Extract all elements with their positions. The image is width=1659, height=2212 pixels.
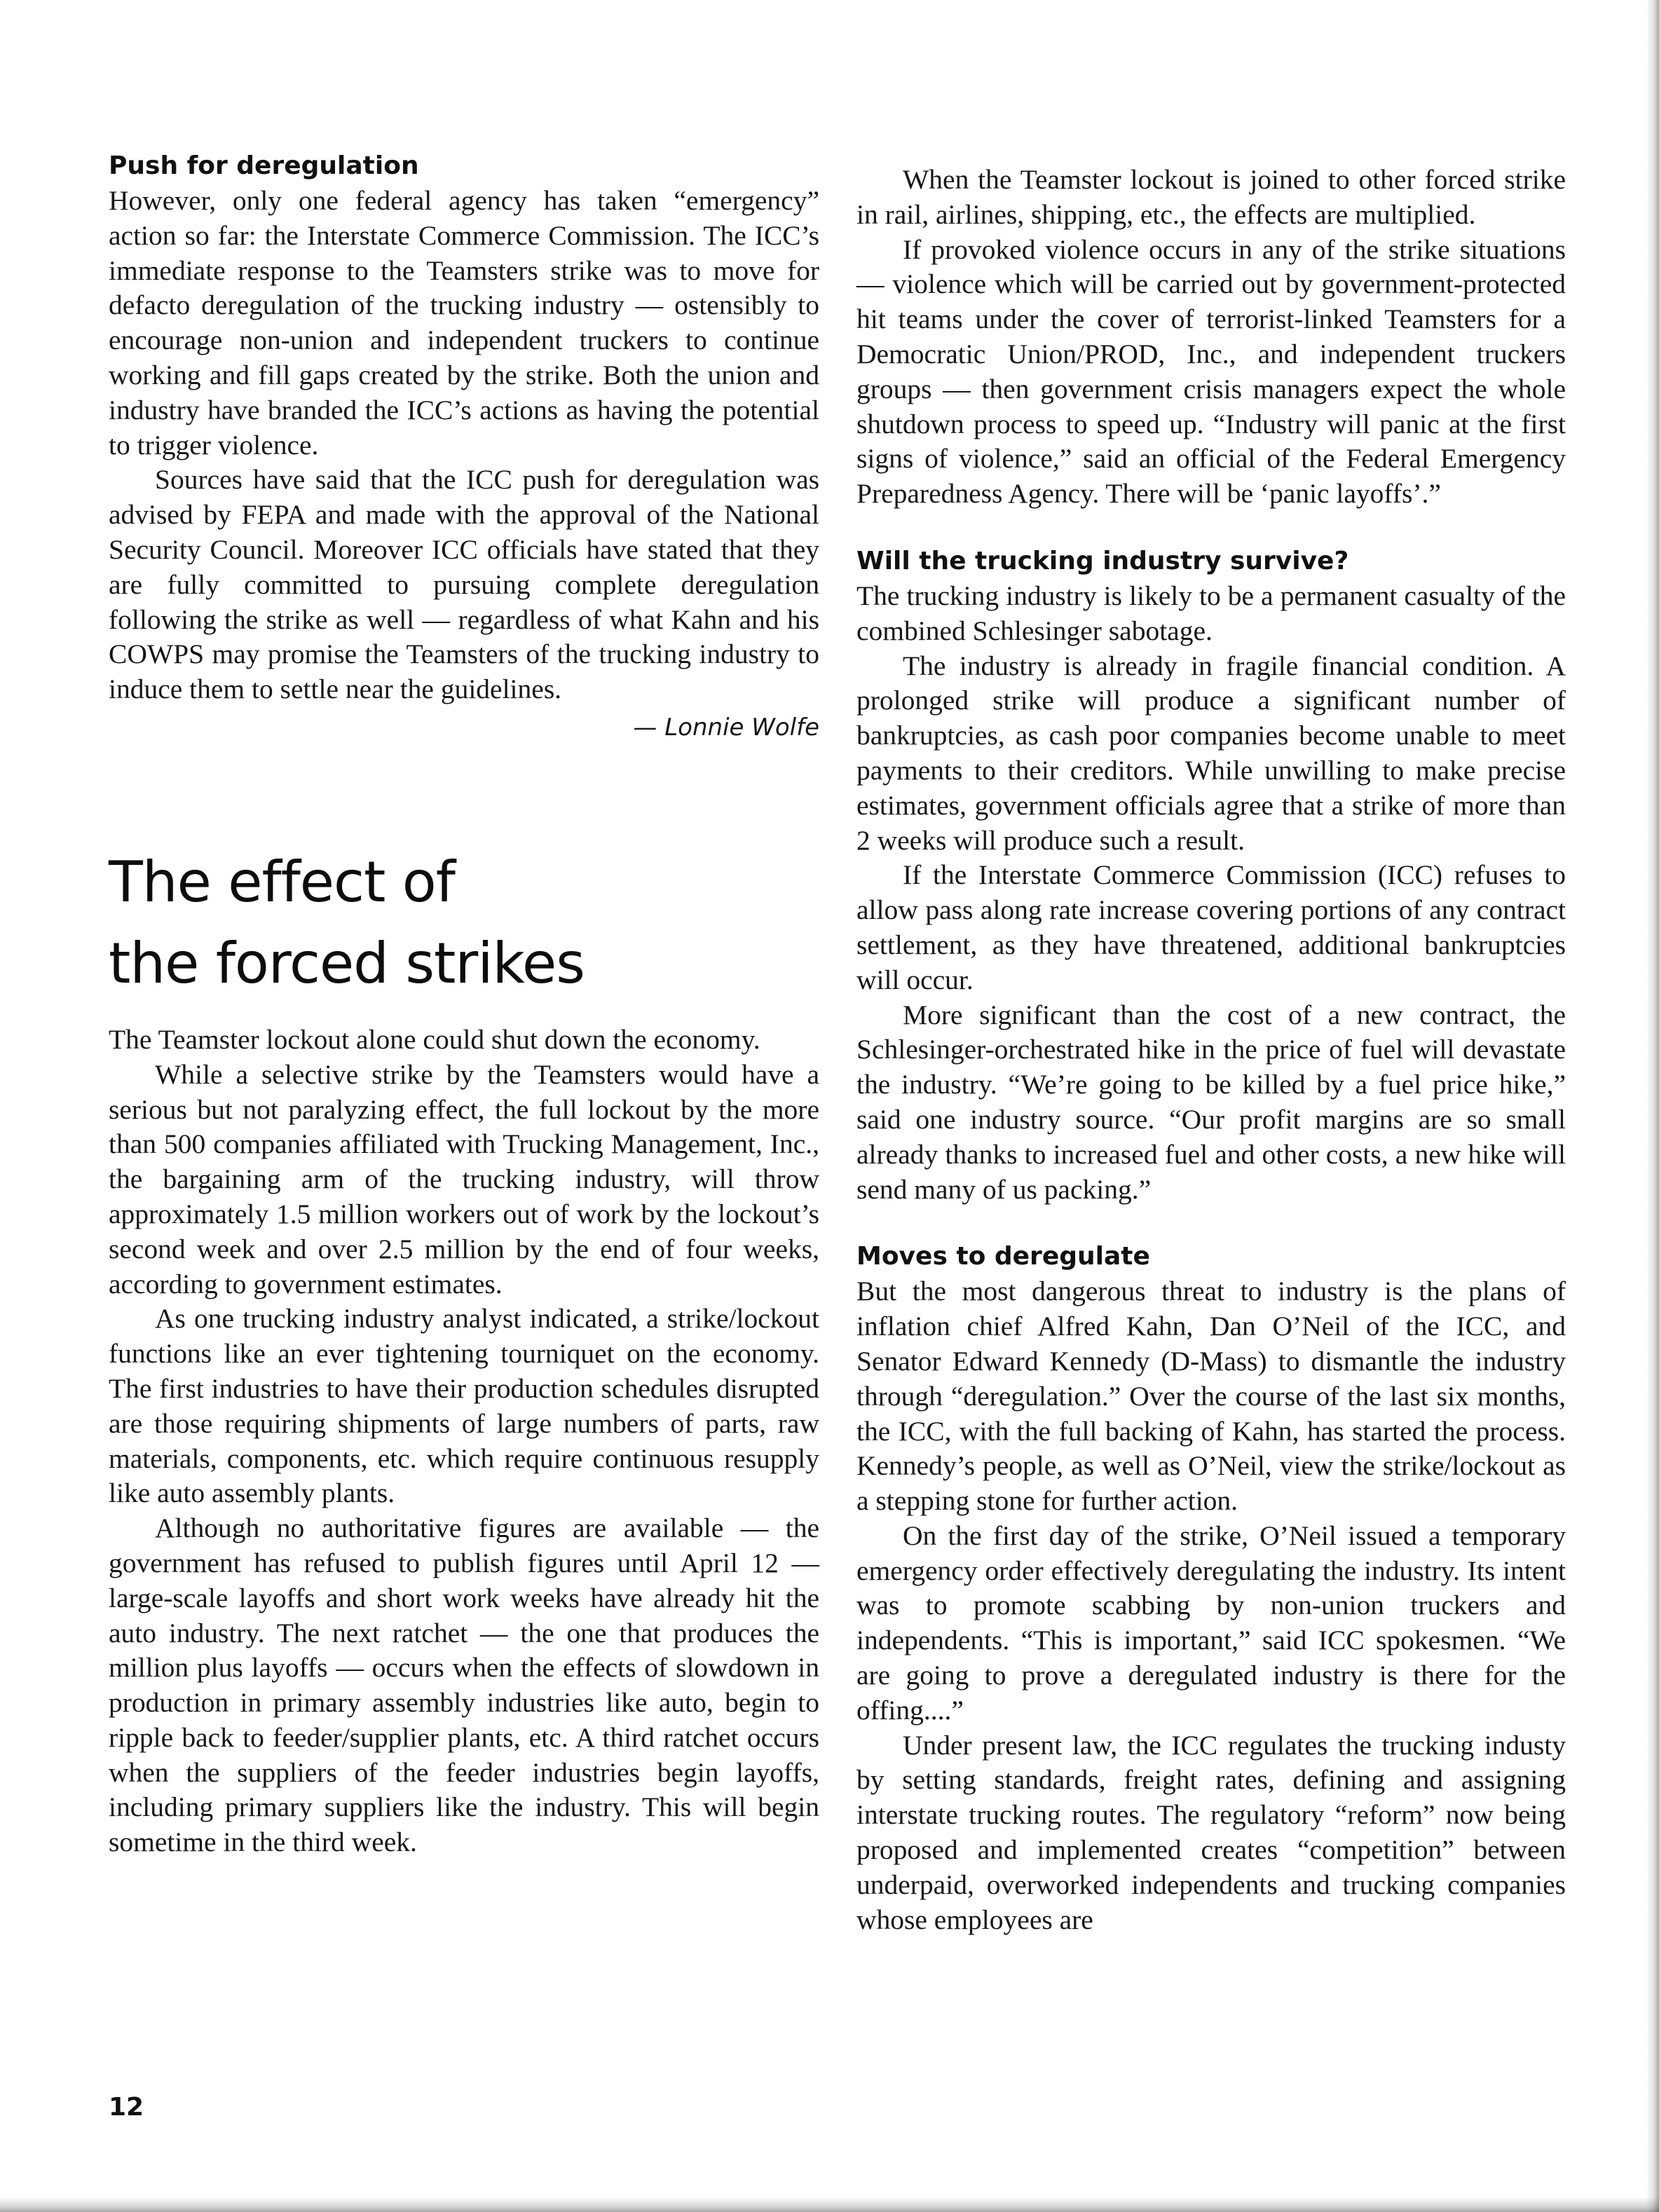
right-column — [856, 0, 1566, 1937]
paragraph: Although no authoritative figures are available — the government has refused to publish figures until April 12 — large-scale layoffs and short work weeks have already hit the auto industry. The next ratchet — the one that produces the million plus layoffs — occurs when the effects of slowdown in production in primary assembly industries like auto, begin to ripple back to feeder/supplier plants, etc. A third ratchet occurs when the suppliers of the feeder industries begin layoffs, including primary suppliers like the industry. This will begin sometime in the third week. — [109, 1513, 819, 1858]
paragraph: On the first day of the strike, O’Neil issued a temporary emergency order effectively deregulating the industry. Its intent was to promote scabbing by non-union truckers and independents. “This is important,” said ICC spokesmen. “We are going to prove a deregulated industry is there for the offing....” — [856, 1520, 1566, 1726]
paragraph: The trucking industry is likely to be a permanent casualty of the combined Schlesinger sabotage. — [856, 580, 1566, 646]
paragraph: The industry is already in fragile financial condition. A prolonged strike will produce a significant number of bankruptcies, as cash poor companies become unable to meet payments to their creditors. While unwilling to make precise estimates, government officials agree that a strike of more than 2 weeks will produce such a result. — [856, 650, 1566, 856]
paragraph: As one trucking industry analyst indicated, a strike/lockout functions like an ever tightening tourniquet on the economy. The first industries to have their production schedules disrupted are those requiring shipments of large numbers of parts, raw materials, components, etc. which require continuous resupply like auto assembly plants. — [109, 1303, 819, 1509]
paragraph: The Teamster lockout alone could shut down the economy. — [109, 1023, 760, 1055]
paragraph: While a selective strike by the Teamsters would have a serious but not paralyzing effect, the full lockout by the more than 500 companies affiliated with Trucking Management, Inc., the bargaining arm of the trucking industry, will throw approximately 1.5 million workers out of work by the lockout’s second week and over 2.5 million by the end of four weeks, according to government estimates. — [109, 1058, 819, 1299]
paragraph: Sources have said that the ICC push for deregulation was advised by FEPA and made with the approval of the National Security Council. Moreover ICC officials have stated that they are fully committed to pursuing complete deregulation following the strike as well — regardless of what Kahn and his COWPS may promise the Teamsters of the trucking industry to induce them to settle near the guidelines. — [109, 464, 819, 705]
section-heading-moves-to-deregulate: Moves to deregulate — [856, 1242, 1150, 1271]
paragraph: More significant than the cost of a new contract, the Schlesinger-orchestrated hike in the price of fuel will devastate the industry. “We’re going to be killed by a fuel price hike,” said one industry source. “Our profit margins are so small already thanks to increased fuel and other costs, a new hike will send many of us packing.” — [856, 999, 1566, 1205]
scan-edge-shadow — [1646, 0, 1659, 2212]
article-headline — [109, 842, 819, 1004]
paragraph: However, only one federal agency has taken “emergency” action so far: the Interstate Commerce Commission. The ICC’s immediate response to the Teamsters strike was to move for defacto deregulation of the trucking industry — ostensibly to encourage non-union and independent truckers to continue working and fill gaps created by the strike. Both the union and industry have branded the ICC’s actions as having the potential to trigger violence. — [109, 185, 819, 460]
paragraph: If provoked violence occurs in any of the strike situations — violence which will be carried out by government-protected hit teams under the cover of terrorist-linked Teamsters for a Democratic Union/PROD, Inc., and independent truckers groups — then government crisis managers expect the whole shutdown process to speed up. “Industry will panic at the first signs of violence,” said an official of the Federal Emergency Preparedness Agency. There will be ‘panic layoffs’.” — [856, 233, 1566, 510]
paragraph: Under present law, the ICC regulates the trucking industy by setting standards, freight rates, defining and assigning interstate trucking routes. The regulatory “reform” now being proposed and implemented creates “competition” between underpaid, overworked independents and trucking companies whose employees are — [856, 1729, 1566, 1935]
headline-line-1: The effect of — [109, 849, 455, 915]
left-column — [109, 0, 819, 1860]
scan-bottom-shadow — [0, 2197, 1659, 2212]
page-number: 12 — [109, 2093, 144, 2122]
paragraph: When the Teamster lockout is joined to other forced strike in rail, airlines, shipping, etc., the effects are multiplied. — [856, 164, 1566, 230]
section-heading-push-for-deregulation: Push for deregulation — [109, 151, 419, 180]
section-heading-trucking-survive: Will the trucking industry survive? — [856, 546, 1349, 575]
paragraph: If the Interstate Commerce Commission (ICC) refuses to allow pass along rate increase covering portions of any contract settlement, as they have threatened, additional bankruptcies will occur. — [856, 859, 1566, 995]
author-byline: — Lonnie Wolfe — [633, 713, 819, 742]
headline-line-2: the forced strikes — [109, 930, 585, 996]
paragraph: But the most dangerous threat to industry is the plans of inflation chief Alfred Kahn, Dan O’Neil of the ICC, and Senator Edward Kennedy (D-Mass) to dismantle the industry through “deregulation.” Over the course of the last six months, the ICC, with the full backing of Kahn, has started the process. Kennedy’s people, as well as O’Neil, view the strike/lockout as a stepping stone for further action. — [856, 1276, 1566, 1517]
